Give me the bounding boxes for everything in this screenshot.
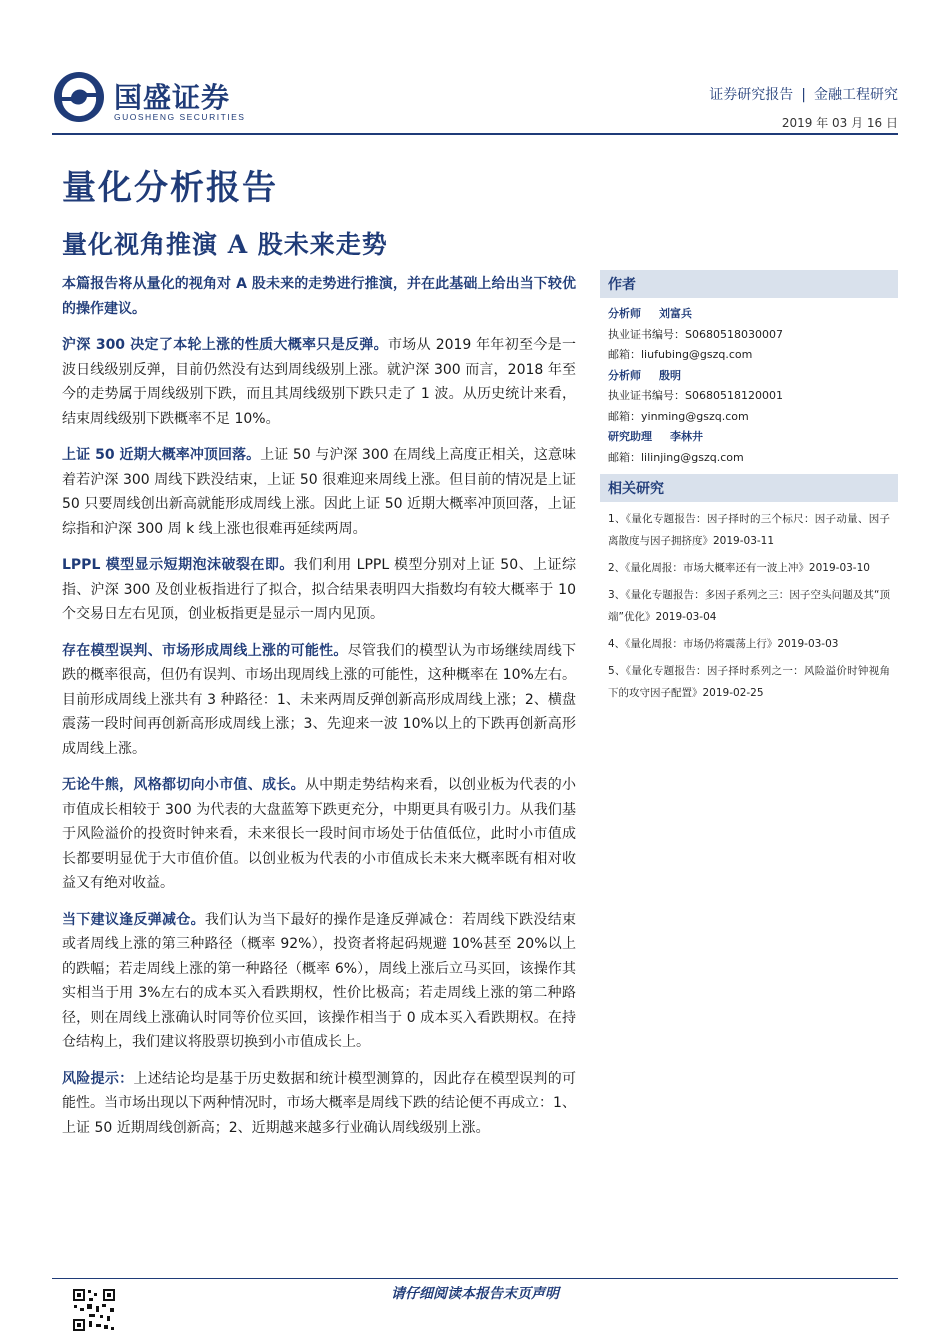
subcategory-label: 金融工程研究: [814, 87, 898, 103]
category-separator: |: [801, 87, 806, 103]
paragraph-heading: 当下建议逢反弹减仓。: [62, 911, 205, 928]
paragraph-text: 上述结论均是基于历史数据和统计模型测算的，因此存在模型误判的可能性。当市场出现以下两种情况时，市场大概率是周线下跌的结论便不再成立：1、上证 50 近期周线创新高；2、近期越来越多行业确认周线级别上涨。: [62, 1070, 577, 1136]
body-paragraph: [62, 443, 576, 541]
report-date: 2019 年 03 月 16 日: [781, 116, 898, 130]
analyst-name: 刘富兵: [659, 307, 692, 320]
analyst-name: 李林井: [670, 430, 703, 443]
category-label: 证券研究报告: [709, 87, 794, 103]
paragraph-text: 尽管我们的模型认为市场继续周线下跌的概率很高，但仍有误判、市场出现周线上涨的可能性，这种概率在 10%左右。目前形成周线上涨共有 3 种路径：1、未来两周反弹创新高形成周线上涨；2、横盘震荡一段时间再创新高形成周线上涨；3、先迎来一波 10%以上的下跌再创新高形成周线上涨。: [62, 642, 577, 757]
body-paragraph: [62, 333, 576, 431]
paragraph-text: 我们认为当下最好的操作是逢反弹减仓：若周线下跌没结束或者周线上涨的第三种路径（概率 92%），投资者将起码规避 10%甚至 20%以上的跌幅；若走周线上涨的第一种路径（概率 6%），周线上涨后立马买回，该操作其实相当于用 3%左右的成本买入看跌期权，性价比极高；若走周线上涨的第二种路径，则在周线上涨确认时同等价位买回，该操作相当于 0 成本买入看跌期权。在持仓结构上，我们建议将股票切换到小市值成长上。: [62, 911, 577, 1050]
related-research-heading: 相关研究: [600, 474, 898, 502]
body-paragraph: [62, 908, 576, 1055]
body-paragraph: [62, 639, 576, 762]
logo-text-cn: 国盛证券: [114, 81, 231, 114]
body-paragraph: [62, 553, 576, 627]
analyst-card: [600, 427, 898, 468]
report-title: 量化分析报告: [62, 168, 278, 208]
analyst-card: [600, 366, 898, 428]
sidebar: [600, 270, 898, 709]
company-logo: [52, 70, 292, 126]
paragraph-text: 上证 50 与沪深 300 在周线上高度正相关，这意味着若沪深 300 周线下跌没结束，上证 50 很难迎来周线上涨。但目前的情况是上证 50 只要周线创出新高就能形成周线上涨。因此上证 50 近期大概率冲顶回落，上证综指和沪深 300 周 k 线上涨也很难再延续两周。: [62, 447, 576, 537]
analyst-license: 执业证书编号：S0680518030007: [608, 327, 783, 341]
report-body: [62, 272, 576, 1152]
paragraph-heading: 风险提示：: [62, 1070, 134, 1087]
footer-disclaimer: 请仔细阅读本报告末页声明: [391, 1286, 559, 1302]
analyst-role: 分析师: [608, 368, 641, 382]
related-item[interactable]: 1、《量化专题报告：因子择时的三个标尺：因子动量、因子离散度与因子拥挤度》2019-03-11: [608, 513, 890, 547]
lead-paragraph: 本篇报告将从量化的视角对 A 股未来的走势进行推演，并在此基础上给出当下较优的操作建议。: [62, 276, 576, 317]
report-header: [709, 84, 898, 131]
related-item[interactable]: 2、《量化周报：市场大概率还有一波上冲》2019-03-10: [608, 562, 870, 574]
analyst-name: 殷明: [659, 368, 681, 382]
analyst-email[interactable]: 邮箱：lilinjing@gszq.com: [608, 450, 744, 464]
report-category: [709, 84, 898, 104]
paragraph-heading: 沪深 300 决定了本轮上涨的性质大概率只是反弹。: [62, 337, 388, 353]
analyst-role: 研究助理: [608, 430, 652, 443]
footer-divider: [52, 1278, 898, 1279]
paragraph-heading: 上证 50 近期大概率冲顶回落。: [62, 447, 261, 463]
analyst-card: [600, 304, 898, 366]
related-item[interactable]: 4、《量化周报：市场仍将震荡上行》2019-03-03: [608, 638, 839, 650]
risk-paragraph: [62, 1067, 576, 1141]
related-item[interactable]: 5、《量化专题报告：因子择时系列之一：风险溢价时钟视角下的攻守因子配置》2019-02-25: [608, 665, 890, 699]
related-item[interactable]: 3、《量化专题报告：多因子系列之三：因子空头问题及其“顶端”优化》2019-03-04: [608, 589, 890, 623]
analyst-license: 执业证书编号：S0680518120001: [608, 389, 783, 402]
analyst-email[interactable]: 邮箱：liufubing@gszq.com: [608, 348, 753, 361]
paragraph-heading: 无论牛熊，风格都切向小市值、成长。: [62, 777, 305, 793]
analyst-email[interactable]: 邮箱：yinming@gszq.com: [608, 409, 749, 423]
authors-heading: 作者: [600, 270, 898, 298]
logo-text-en: GUOSHENG SECURITIES: [114, 112, 246, 122]
guosheng-logo-icon: [52, 70, 106, 124]
analyst-role: 分析师: [608, 307, 641, 320]
report-subtitle: 量化视角推演 A 股未来走势: [62, 230, 388, 259]
paragraph-text: 市场从 2019 年年初至今是一波日线级别反弹，目前仍然没有达到周线级别上涨。就沪深 300 而言，2018 年至今的走势属于周线级别下跌，而且其周线级别下跌只走了 1 波。从历史统计来看，结束周线级别下跌概率不足 10%。: [62, 337, 576, 427]
paragraph-text: 我们利用 LPPL 模型分别对上证 50、上证综指、沪深 300 及创业板指进行了拟合，拟合结果表明四大指数均有较大概率于 10 个交易日左右见顶，创业板指更是显示一周内见顶。: [62, 557, 576, 622]
body-paragraph: [62, 773, 576, 896]
paragraph-heading: 存在模型误判、市场形成周线上涨的可能性。: [62, 642, 348, 659]
header-divider: [52, 133, 898, 135]
paragraph-heading: LPPL 模型显示短期泡沫破裂在即。: [62, 557, 294, 573]
paragraph-text: 从中期走势结构来看，以创业板为代表的小市值成长相较于 300 为代表的大盘蓝筹下跌更充分，中期更具有吸引力。从我们基于风险溢价的投资时钟来看，未来很长一段时间市场处于估值低位，此时小市值成长都要明显优于大市值价值。以创业板为代表的小市值成长未来大概率既有相对收益又有绝对收益。: [62, 777, 577, 891]
